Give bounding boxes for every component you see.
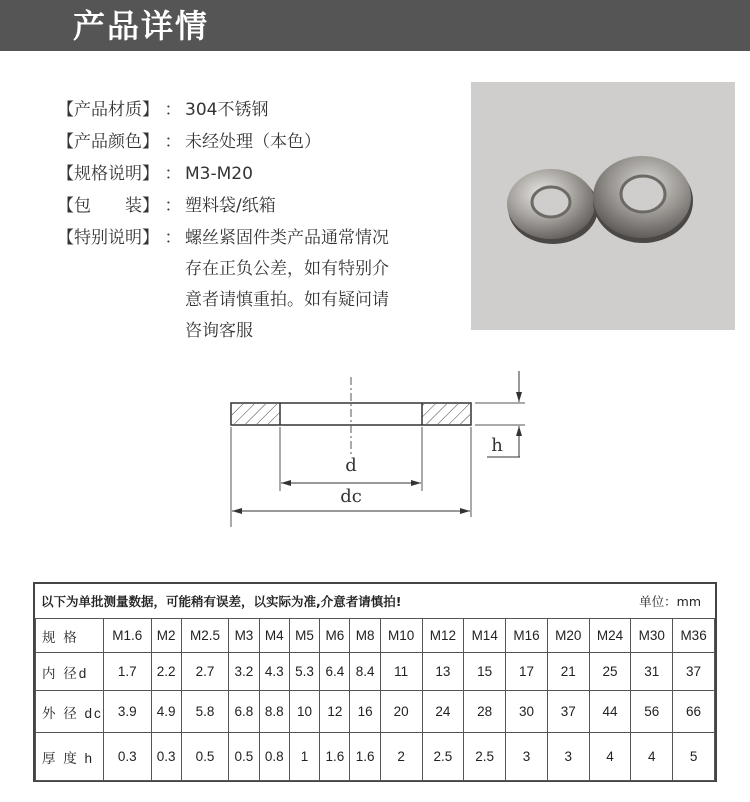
table-cell: 15 bbox=[464, 653, 506, 691]
table-cell: M20 bbox=[547, 619, 589, 653]
table-cell: 1.7 bbox=[104, 653, 152, 691]
table-cell: 30 bbox=[506, 691, 548, 733]
spec-value-special-line1: 螺丝紧固件类产品通常情况 bbox=[185, 228, 389, 248]
table-cell: 规 格 bbox=[36, 619, 104, 653]
table-cell: 3.9 bbox=[104, 691, 152, 733]
table-cell: 31 bbox=[631, 653, 673, 691]
table-cell: M2 bbox=[151, 619, 181, 653]
spec-row-color bbox=[57, 126, 477, 158]
table-cell: 2.7 bbox=[181, 653, 229, 691]
table-cell: 厚 度 h bbox=[36, 733, 104, 781]
table-cell: 44 bbox=[589, 691, 631, 733]
dimension-table bbox=[35, 618, 715, 781]
table-cell: 28 bbox=[464, 691, 506, 733]
special-note-line: 咨询客服 bbox=[185, 321, 253, 341]
table-cell: 2 bbox=[380, 733, 422, 781]
table-cell: 10 bbox=[289, 691, 319, 733]
table-row bbox=[36, 653, 715, 691]
table-cell: 内 径d bbox=[36, 653, 104, 691]
table-cell: 3 bbox=[547, 733, 589, 781]
table-cell: 8.4 bbox=[350, 653, 380, 691]
table-row bbox=[36, 733, 715, 781]
table-cell: 4 bbox=[631, 733, 673, 781]
table-note: 以下为单批测量数据，可能稍有误差，以实际为准,介意者请慎拍! bbox=[41, 594, 402, 609]
table-row bbox=[36, 691, 715, 733]
table-cell: M2.5 bbox=[181, 619, 229, 653]
table-cell: 0.5 bbox=[229, 733, 259, 781]
header-bar bbox=[0, 0, 750, 51]
table-cell: 6.4 bbox=[320, 653, 350, 691]
table-cell: M24 bbox=[589, 619, 631, 653]
table-header-row bbox=[36, 619, 715, 653]
table-cell: 2.5 bbox=[464, 733, 506, 781]
size-table bbox=[33, 582, 717, 782]
table-cell: 0.8 bbox=[259, 733, 289, 781]
table-cell: 0.3 bbox=[104, 733, 152, 781]
spec-value-package: 塑料袋/纸箱 bbox=[185, 196, 276, 216]
table-cell: 25 bbox=[589, 653, 631, 691]
table-cell: 5 bbox=[673, 733, 715, 781]
spec-value-material: 304不锈钢 bbox=[185, 100, 269, 120]
dc-label: dc bbox=[340, 486, 362, 507]
table-cell: M14 bbox=[464, 619, 506, 653]
table-cell: 16 bbox=[350, 691, 380, 733]
spec-label-material: 【产品材质】 bbox=[57, 100, 159, 120]
washers-image bbox=[471, 82, 735, 330]
table-cell: 8.8 bbox=[259, 691, 289, 733]
spec-colon: ： bbox=[164, 100, 182, 120]
spec-label-color: 【产品颜色】 bbox=[57, 132, 159, 152]
table-cell: 3.2 bbox=[229, 653, 259, 691]
spec-value-spec: M3-M20 bbox=[185, 164, 253, 184]
table-cell: 4.3 bbox=[259, 653, 289, 691]
spec-row-package bbox=[57, 190, 477, 222]
table-cell: M5 bbox=[289, 619, 319, 653]
table-cell: 20 bbox=[380, 691, 422, 733]
spec-row-spec bbox=[57, 158, 477, 190]
table-cell: M1.6 bbox=[104, 619, 152, 653]
table-cell: 4.9 bbox=[151, 691, 181, 733]
special-note-line: 意者请慎重拍。如有疑问请 bbox=[185, 290, 389, 310]
d-label: d bbox=[345, 455, 357, 476]
special-note bbox=[57, 254, 477, 347]
table-cell: 3 bbox=[506, 733, 548, 781]
table-cell: 21 bbox=[547, 653, 589, 691]
table-cell: M3 bbox=[229, 619, 259, 653]
table-cell: 37 bbox=[547, 691, 589, 733]
table-cell: M12 bbox=[422, 619, 464, 653]
table-cell: 12 bbox=[320, 691, 350, 733]
table-cell: M30 bbox=[631, 619, 673, 653]
page-title: 产品详情 bbox=[73, 7, 210, 45]
spec-colon: ： bbox=[164, 228, 182, 248]
table-cell: 5.8 bbox=[181, 691, 229, 733]
spec-colon: ： bbox=[164, 164, 182, 184]
table-cell: 6.8 bbox=[229, 691, 259, 733]
washer-dimension-diagram bbox=[225, 365, 545, 535]
table-cell: 13 bbox=[422, 653, 464, 691]
table-cell: 外 径 dc bbox=[36, 691, 104, 733]
spec-colon: ： bbox=[164, 132, 182, 152]
spec-value-color: 未经处理（本色） bbox=[185, 132, 321, 152]
table-cell: 2.2 bbox=[151, 653, 181, 691]
special-note-line: 存在正负公差，如有特别介 bbox=[185, 259, 389, 279]
table-cell: 2.5 bbox=[422, 733, 464, 781]
spec-list bbox=[57, 94, 477, 347]
spec-colon: ： bbox=[164, 196, 182, 216]
table-cell: 0.5 bbox=[181, 733, 229, 781]
table-cell: 17 bbox=[506, 653, 548, 691]
table-cell: 56 bbox=[631, 691, 673, 733]
spec-label-spec: 【规格说明】 bbox=[57, 164, 159, 184]
table-cell: M16 bbox=[506, 619, 548, 653]
table-unit: 单位：mm bbox=[639, 594, 701, 609]
table-cell: 1.6 bbox=[350, 733, 380, 781]
table-cell: 66 bbox=[673, 691, 715, 733]
table-cell: M10 bbox=[380, 619, 422, 653]
table-cell: 24 bbox=[422, 691, 464, 733]
table-cell: 1.6 bbox=[320, 733, 350, 781]
table-cell: M8 bbox=[350, 619, 380, 653]
dimension-drawing bbox=[225, 365, 545, 535]
spec-label-special: 【特别说明】 bbox=[57, 228, 159, 248]
table-cell: 1 bbox=[289, 733, 319, 781]
table-cell: M4 bbox=[259, 619, 289, 653]
h-label: h bbox=[491, 435, 503, 456]
table-cell: M6 bbox=[320, 619, 350, 653]
spec-label-package: 【包 装】 bbox=[57, 196, 159, 216]
product-photo bbox=[471, 82, 735, 330]
table-cell: 37 bbox=[673, 653, 715, 691]
table-cell: 11 bbox=[380, 653, 422, 691]
spec-row-special bbox=[57, 222, 477, 254]
table-cell: M36 bbox=[673, 619, 715, 653]
table-cell: 0.3 bbox=[151, 733, 181, 781]
table-cell: 5.3 bbox=[289, 653, 319, 691]
table-cell: 4 bbox=[589, 733, 631, 781]
spec-row-material bbox=[57, 94, 477, 126]
